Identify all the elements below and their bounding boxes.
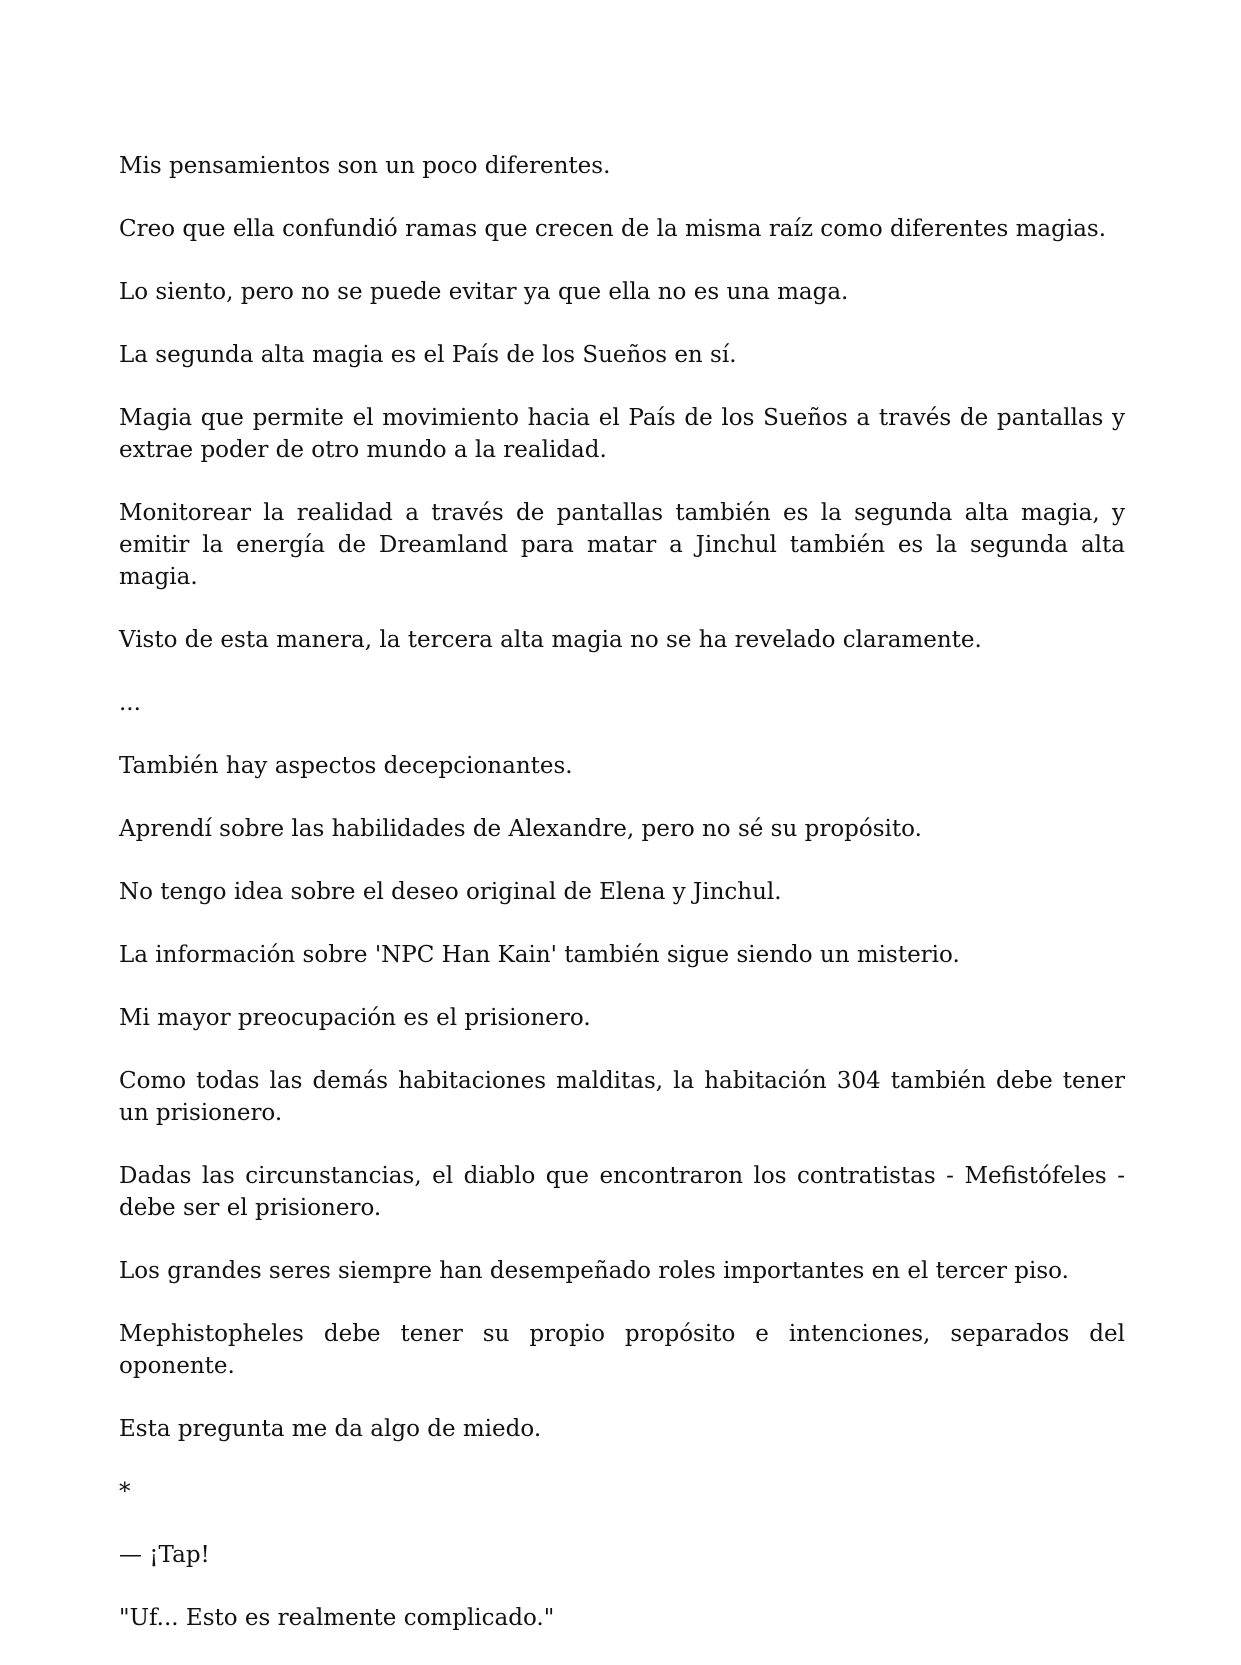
paragraph: Monitorear la realidad a través de pantallas también es la segunda alta magia, y emitir la energía de Dreamland para matar a Jinchul también es la segunda alta magia. [119,500,1125,590]
paragraph: No tengo idea sobre el deseo original de Elena y Jinchul. [119,879,782,905]
paragraph: Como todas las demás habitaciones malditas, la habitación 304 también debe tener un prisionero. [119,1068,1125,1126]
paragraph: Magia que permite el movimiento hacia el País de los Sueños a través de pantallas y extrae poder de otro mundo a la realidad. [119,405,1125,463]
paragraph: La información sobre 'NPC Han Kain' también sigue siendo un misterio. [119,942,960,968]
sound-effect-line: — ¡Tap! [119,1542,210,1568]
paragraph: También hay aspectos decepcionantes. [119,753,573,779]
paragraph: Mephistopheles debe tener su propio propósito e intenciones, separados del oponente. [119,1321,1125,1379]
paragraph: Lo siento, pero no se puede evitar ya que ella no es una maga. [119,279,849,305]
text-body [119,150,1125,1665]
paragraph: Creo que ella confundió ramas que crecen de la misma raíz como diferentes magias. [119,216,1107,242]
paragraph: Mis pensamientos son un poco diferentes. [119,153,611,179]
scene-break-asterisk: * [119,1479,131,1505]
paragraph: Visto de esta manera, la tercera alta magia no se ha revelado claramente. [119,627,982,653]
paragraph: Aprendí sobre las habilidades de Alexandre, pero no sé su propósito. [119,816,922,842]
paragraph: Dadas las circunstancias, el diablo que encontraron los contratistas - Mefistófeles - debe ser el prisionero. [119,1163,1125,1221]
ellipsis-separator: ... [119,690,141,716]
paragraph: Los grandes seres siempre han desempeñado roles importantes en el tercer piso. [119,1258,1069,1284]
paragraph: Mi mayor preocupación es el prisionero. [119,1005,591,1031]
paragraph: La segunda alta magia es el País de los Sueños en sí. [119,342,737,368]
paragraph: Esta pregunta me da algo de miedo. [119,1416,542,1442]
dialogue-line: "Uf... Esto es realmente complicado." [119,1605,555,1631]
